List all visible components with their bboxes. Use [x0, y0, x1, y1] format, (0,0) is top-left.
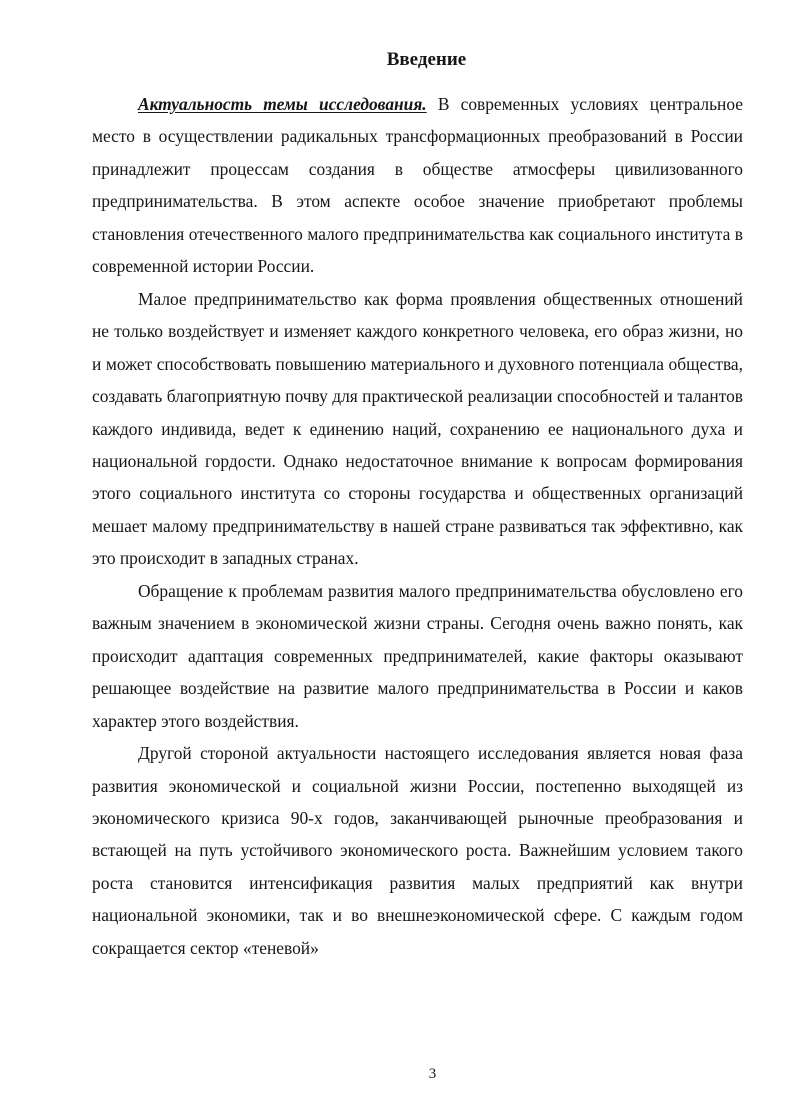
- page-number: 3: [428, 1066, 437, 1082]
- paragraph-relevance-text: В современных условиях центральное место в осуществлении радикальных трансформационных преобразований в России принадлежит процессам создания в обществе атмосферы цивилизованного предпринимательства. В этом аспекте особое значение приобретают проблемы становления отечественного малого предпринимательства как социального института в современной истории России.: [92, 94, 743, 277]
- paragraph-new-phase: Другой стороной актуальности настоящего исследования является новая фаза развития экономической и социальной жизни России, постепенно выходящей из экономического кризиса 90-х годов, заканчивающей рыночные преобразования и встающей на путь устойчивого экономического роста. Важнейшим условием такого роста становится интенсификация развития малых предприятий как внутри национальной экономики, так и во внешнеэкономической сфере. С каждым годом сокращается сектор «теневой»: [92, 743, 743, 958]
- paragraph-relevance: [92, 88, 743, 283]
- paragraph-small-business: Малое предпринимательство как форма проявления общественных отношений не только воздействует и изменяет каждого конкретного человека, его образ жизни, но и может способствовать повышению материального и духовного потенциала общества, создавать благоприятную почву для практической реализации способностей и талантов каждого индивида, ведет к единению наций, сохранению ее национального духа и национальной гордости. Однако недостаточное внимание к вопросам формирования этого социального института со стороны государства и общественных организаций мешает малому предпринимательству в нашей стране развиваться так эффективно, как это происходит в западных странах.: [92, 288, 743, 569]
- body-text: [92, 88, 743, 964]
- paragraph-problems: Обращение к проблемам развития малого предпринимательства обусловлено его важным значением в экономической жизни страны. Сегодня очень важно понять, как происходит адаптация современных предпринимателей, какие факторы оказывают решающее воздействие на развитие малого предпринимательства в России и каков характер этого воздействия.: [92, 580, 743, 731]
- paragraph-lead: Актуальность темы исследования.: [138, 94, 427, 114]
- section-heading: Введение: [386, 49, 467, 70]
